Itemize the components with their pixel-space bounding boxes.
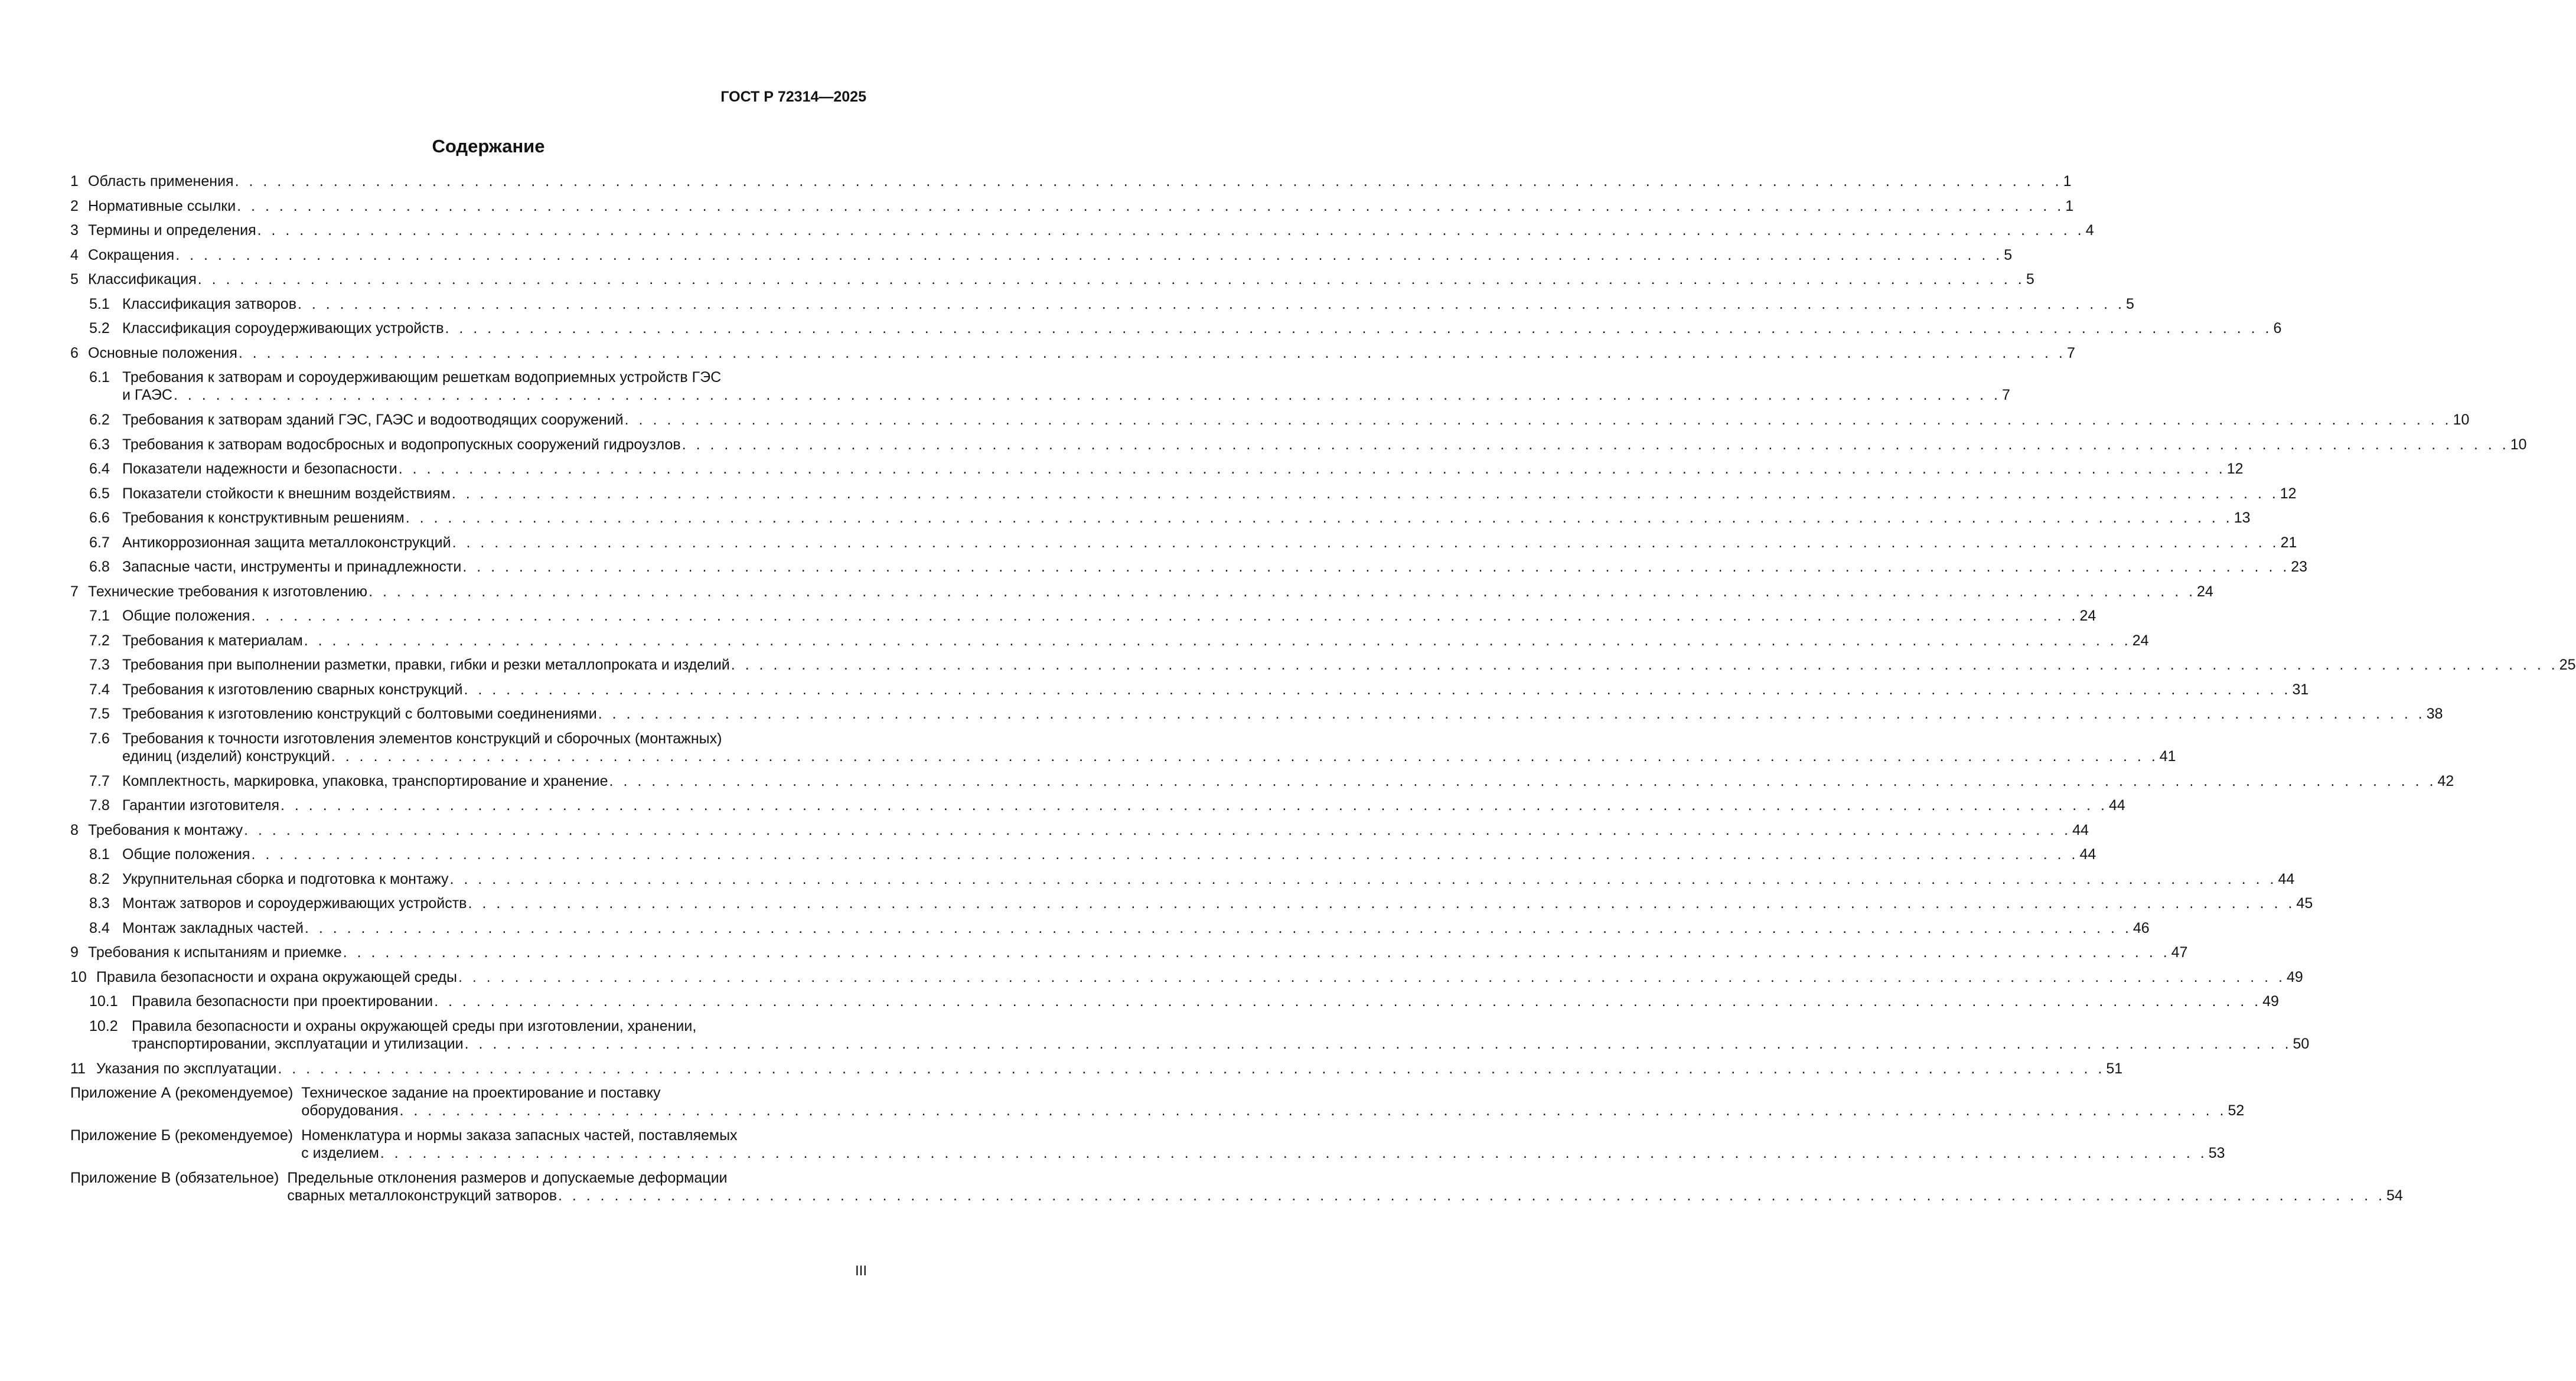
toc-entry-number: 7.8 [89,797,110,814]
toc-entry[interactable] [70,344,2075,362]
toc-entry[interactable] [70,583,2213,600]
toc-entry-page: 7 [2002,387,2010,403]
toc-entry-title: Сокращения [88,246,175,263]
dot-leader: . . . . . . . . . . . . . . . . . . . . . . . . . . . . . . . . . . . . . . . . . . . . . . . . . . . . . . . . . . . . . . . . . . . . . . . . . . . . . . . . . . . . . . . . . . . . . . . . . . . . . . . . . . . . . . . . . . . . . . . . . . . . . . . . . . [197,271,2025,288]
toc-entry-title: сварных металлоконструкций затворов [287,1187,557,1204]
toc-entry-title: Требования к конструктивным решениям [122,510,405,526]
toc-entry-title: Требования к изготовлению сварных конструкций [122,681,463,698]
toc-entry[interactable] [70,368,2010,404]
dot-leader: . . . . . . . . . . . . . . . . . . . . . . . . . . . . . . . . . . . . . . . . . . . . . . . . . . . . . . . . . . . . . . . . . . . . . . . . . . . . . . . . . . . . . . . . . . . . . . . . . . . . . . . . . . . . . . . . . . . . . . . . . . . . . . . . . . [445,320,2272,337]
toc-entry-number: Приложение Б (рекомендуемое) [70,1127,294,1144]
toc-entry-title: Гарантии изготовителя [122,797,280,814]
toc-entry-title: Основные положения [88,344,237,361]
dot-leader: . . . . . . . . . . . . . . . . . . . . . . . . . . . . . . . . . . . . . . . . . . . . . . . . . . . . . . . . . . . . . . . . . . . . . . . . . . . . . . . . . . . . . . . . . . . . . . . . . . . . . . . . . . . . . . . . . . . . . . . . . . . . . . . . . . [175,246,2003,263]
page-number: III [855,1263,867,1279]
toc-entry-page: 1 [2065,197,2074,214]
toc-entry-number: 10.2 [89,1017,118,1034]
toc-entry-number: Приложение А (рекомендуемое) [70,1085,294,1101]
dot-leader: . . . . . . . . . . . . . . . . . . . . . . . . . . . . . . . . . . . . . . . . . . . . . . . . . . . . . . . . . . . . . . . . . . . . . . . . . . . . . . . . . . . . . . . . . . . . . . . . . . . . . . . . . . . . . . . . . . . . . . . . . . . . . . . . . . [331,747,2158,765]
dot-leader: . . . . . . . . . . . . . . . . . . . . . . . . . . . . . . . . . . . . . . . . . . . . . . . . . . . . . . . . . . . . . . . . . . . . . . . . . . . . . . . . . . . . . . . . . . . . . . . . . . . . . . . . . . . . . . . . . . . . . . . . . . . . . . . . . . [173,387,2001,403]
toc-entry[interactable] [70,870,2295,888]
dot-leader: . . . . . . . . . . . . . . . . . . . . . . . . . . . . . . . . . . . . . . . . . . . . . . . . . . . . . . . . . . . . . . . . . . . . . . . . . . . . . . . . . . . . . . . . . . . . . . . . . . . . . . . . . . . . . . . . . . . . . . . . . . . . . . . . . . [731,657,2558,673]
toc-entry-title: Правила безопасности и охрана окружающей среды [96,968,457,985]
toc-entry-page: 13 [2233,510,2251,526]
dot-leader: . . . . . . . . . . . . . . . . . . . . . . . . . . . . . . . . . . . . . . . . . . . . . . . . . . . . . . . . . . . . . . . . . . . . . . . . . . . . . . . . . . . . . . . . . . . . . . . . . . . . . . . . . . . . . . . . . . . . . . . . . . . . . . . . . . [468,895,2295,912]
dot-leader: . . . . . . . . . . . . . . . . . . . . . . . . . . . . . . . . . . . . . . . . . . . . . . . . . . . . . . . . . . . . . . . . . . . . . . . . . . . . . . . . . . . . . . . . . . . . . . . . . . . . . . . . . . . . . . . . . . . . . . . . . . . . . . . . . . [452,534,2280,551]
dot-leader: . . . . . . . . . . . . . . . . . . . . . . . . . . . . . . . . . . . . . . . . . . . . . . . . . . . . . . . . . . . . . . . . . . . . . . . . . . . . . . . . . . . . . . . . . . . . . . . . . . . . . . . . . . . . . . . . . . . . . . . . . . . . . . . . . . [434,993,2262,1010]
table-of-contents [70,172,2576,1212]
toc-entry-page: 5 [2026,271,2034,288]
toc-entry-page: 44 [2079,846,2096,863]
toc-entry-page: 25 [2559,657,2576,673]
toc-entry[interactable] [70,197,2074,215]
toc-entry-page: 1 [2063,173,2072,190]
toc-entry-title: единиц (изделий) конструкций [122,747,330,765]
dot-leader: . . . . . . . . . . . . . . . . . . . . . . . . . . . . . . . . . . . . . . . . . . . . . . . . . . . . . . . . . . . . . . . . . . . . . . . . . . . . . . . . . . . . . . . . . . . . . . . . . . . . . . . . . . . . . . . . . . . . . . . . . . . . . . . . . . [369,583,2196,600]
toc-entry-page: 45 [2296,895,2313,912]
toc-entry-number: 7.5 [89,706,110,722]
dot-leader: . . . . . . . . . . . . . . . . . . . . . . . . . . . . . . . . . . . . . . . . . . . . . . . . . . . . . . . . . . . . . . . . . . . . . . . . . . . . . . . . . . . . . . . . . . . . . . . . . . . . . . . . . . . . . . . . . . . . . . . . . . . . . . . . . . [244,821,2072,838]
toc-entry[interactable] [70,894,2313,912]
toc-entry[interactable] [70,656,2576,674]
toc-entry-number: 7.2 [89,632,110,649]
dot-leader: . . . . . . . . . . . . . . . . . . . . . . . . . . . . . . . . . . . . . . . . . . . . . . . . . . . . . . . . . . . . . . . . . . . . . . . . . . . . . . . . . . . . . . . . . . . . . . . . . . . . . . . . . . . . . . . . . . . . . . . . . . . . . . . . . . [458,968,2285,985]
toc-entry[interactable] [70,509,2251,527]
toc-entry-number: 7 [70,583,79,600]
toc-entry-page: 46 [2132,919,2150,936]
dot-leader: . . . . . . . . . . . . . . . . . . . . . . . . . . . . . . . . . . . . . . . . . . . . . . . . . . . . . . . . . . . . . . . . . . . . . . . . . . . . . . . . . . . . . . . . . . . . . . . . . . . . . . . . . . . . . . . . . . . . . . . . . . . . . . . . . . [598,706,2425,722]
toc-entry-number: 8.2 [89,870,110,887]
toc-entry-number: 6.4 [89,461,110,477]
toc-entry-title: оборудования [301,1102,399,1119]
toc-entry[interactable] [70,485,2297,502]
toc-entry-title: Требования к испытаниям и приемке [88,944,342,961]
toc-entry-title: Комплектность, маркировка, упаковка, транспортирование и хранение [122,772,608,789]
toc-entry-number: 5.1 [89,295,110,312]
toc-entry-number: 3 [70,222,79,239]
toc-entry-page: 10 [2453,412,2470,428]
toc-entry-title-line: Предельные отклонения размеров и допускаемые деформации [287,1170,728,1186]
toc-entry[interactable] [70,705,2443,723]
toc-entry-title: Требования к материалам [122,632,303,649]
toc-entry[interactable] [70,411,2470,429]
toc-entry[interactable] [70,319,2282,337]
dot-leader: . . . . . . . . . . . . . . . . . . . . . . . . . . . . . . . . . . . . . . . . . . . . . . . . . . . . . . . . . . . . . . . . . . . . . . . . . . . . . . . . . . . . . . . . . . . . . . . . . . . . . . . . . . . . . . . . . . . . . . . . . . . . . . . . . . [251,846,2079,863]
toc-entry[interactable] [70,968,2303,986]
toc-entry-title: Указания по эксплуатации [96,1060,277,1077]
toc-entry-title: Общие положения [122,608,250,624]
toc-entry-number: 7.1 [89,608,110,624]
toc-entry-title: Требования к затворам зданий ГЭС, ГАЭС и водоотводящих сооружений [122,412,624,428]
toc-entry-number: Приложение В (обязательное) [70,1170,279,1186]
dot-leader: . . . . . . . . . . . . . . . . . . . . . . . . . . . . . . . . . . . . . . . . . . . . . . . . . . . . . . . . . . . . . . . . . . . . . . . . . . . . . . . . . . . . . . . . . . . . . . . . . . . . . . . . . . . . . . . . . . . . . . . . . . . . . . . . . . [278,1060,2105,1077]
toc-entry-number: 7.6 [89,730,110,747]
dot-leader: . . . . . . . . . . . . . . . . . . . . . . . . . . . . . . . . . . . . . . . . . . . . . . . . . . . . . . . . . . . . . . . . . . . . . . . . . . . . . . . . . . . . . . . . . . . . . . . . . . . . . . . . . . . . . . . . . . . . . . . . . . . . . . . . . . [464,681,2291,698]
document-header: ГОСТ Р 72314—2025 [720,89,866,105]
toc-entry-page: 42 [2437,772,2454,789]
page-title: Содержание [432,136,545,156]
toc-entry-number: 1 [70,173,79,190]
dot-leader: . . . . . . . . . . . . . . . . . . . . . . . . . . . . . . . . . . . . . . . . . . . . . . . . . . . . . . . . . . . . . . . . . . . . . . . . . . . . . . . . . . . . . . . . . . . . . . . . . . . . . . . . . . . . . . . . . . . . . . . . . . . . . . . . . . [251,608,2079,624]
toc-entry-number: 6.2 [89,412,110,428]
toc-entry-number: 9 [70,944,79,961]
toc-entry-page: 41 [2159,747,2176,765]
toc-entry[interactable] [70,1060,2123,1078]
toc-entry-title: Требования к затворам водосбросных и водопропускных сооружений гидроузлов [122,436,681,453]
toc-entry-title-line: Номенклатура и нормы заказа запасных частей, поставляемых [301,1127,738,1144]
toc-entry-page: 21 [2280,534,2297,551]
dot-leader: . . . . . . . . . . . . . . . . . . . . . . . . . . . . . . . . . . . . . . . . . . . . . . . . . . . . . . . . . . . . . . . . . . . . . . . . . . . . . . . . . . . . . . . . . . . . . . . . . . . . . . . . . . . . . . . . . . . . . . . . . . . . . . . . . . [682,436,2509,453]
toc-entry-number: 10.1 [89,993,118,1010]
toc-entry-page: 12 [2226,461,2244,477]
dot-leader: . . . . . . . . . . . . . . . . . . . . . . . . . . . . . . . . . . . . . . . . . . . . . . . . . . . . . . . . . . . . . . . . . . . . . . . . . . . . . . . . . . . . . . . . . . . . . . . . . . . . . . . . . . . . . . . . . . . . . . . . . . . . . . . . . . [405,510,2233,526]
toc-entry-title: Антикоррозионная защита металлоконструкций [122,534,451,551]
toc-entry-title: транспортировании, эксплуатации и утилизации [132,1035,464,1052]
toc-entry-page: 44 [2072,821,2089,838]
toc-entry-number: 5.2 [89,320,110,337]
toc-entry-number: 8.1 [89,846,110,863]
toc-entry-title: Показатели стойкости к внешним воздействиям [122,485,451,502]
dot-leader: . . . . . . . . . . . . . . . . . . . . . . . . . . . . . . . . . . . . . . . . . . . . . . . . . . . . . . . . . . . . . . . . . . . . . . . . . . . . . . . . . . . . . . . . . . . . . . . . . . . . . . . . . . . . . . . . . . . . . . . . . . . . . . . . . . [557,1187,2385,1204]
toc-entry[interactable] [70,796,2125,814]
toc-entry-number: 5 [70,271,79,288]
toc-entry-number: 8.4 [89,919,110,936]
toc-entry[interactable] [70,919,2150,937]
toc-entry[interactable] [70,172,2072,190]
toc-entry-number: 4 [70,246,79,263]
toc-entry-page: 38 [2426,706,2443,722]
toc-entry-title: Требования при выполнении разметки, правки, гибки и резки металлопроката и изделий [122,657,730,673]
toc-entry-page: 44 [2108,797,2125,814]
toc-entry[interactable] [70,436,2527,453]
dot-leader: . . . . . . . . . . . . . . . . . . . . . . . . . . . . . . . . . . . . . . . . . . . . . . . . . . . . . . . . . . . . . . . . . . . . . . . . . . . . . . . . . . . . . . . . . . . . . . . . . . . . . . . . . . . . . . . . . . . . . . . . . . . . . . . . . . [398,461,2226,477]
dot-leader: . . . . . . . . . . . . . . . . . . . . . . . . . . . . . . . . . . . . . . . . . . . . . . . . . . . . . . . . . . . . . . . . . . . . . . . . . . . . . . . . . . . . . . . . . . . . . . . . . . . . . . . . . . . . . . . . . . . . . . . . . . . . . . . . . . [234,173,2062,190]
toc-entry-title: Технические требования к изготовлению [88,583,368,600]
toc-entry-page: 44 [2278,870,2295,887]
toc-entry-title: Классификация сороудерживающих устройств [122,320,444,337]
toc-entry-page: 47 [2171,944,2188,961]
toc-entry-page: 24 [2197,583,2213,600]
toc-entry-number: 6.1 [89,369,110,386]
dot-leader: . . . . . . . . . . . . . . . . . . . . . . . . . . . . . . . . . . . . . . . . . . . . . . . . . . . . . . . . . . . . . . . . . . . . . . . . . . . . . . . . . . . . . . . . . . . . . . . . . . . . . . . . . . . . . . . . . . . . . . . . . . . . . . . . . . [464,1035,2292,1052]
dot-leader: . . . . . . . . . . . . . . . . . . . . . . . . . . . . . . . . . . . . . . . . . . . . . . . . . . . . . . . . . . . . . . . . . . . . . . . . . . . . . . . . . . . . . . . . . . . . . . . . . . . . . . . . . . . . . . . . . . . . . . . . . . . . . . . . . . [237,197,2065,214]
toc-entry[interactable] [70,558,2308,576]
toc-entry-number: 6 [70,344,79,361]
toc-entry-title-line: Техническое задание на проектирование и поставку [301,1085,661,1101]
toc-entry-page: 5 [2126,295,2134,312]
toc-entry-title: Показатели надежности и безопасности [122,461,397,477]
toc-entry[interactable] [70,607,2096,625]
toc-entry-title: Требования к монтажу [88,821,243,838]
toc-entry[interactable] [70,270,2034,288]
toc-entry-title: и ГАЭС [122,387,172,403]
toc-entry-page: 50 [2293,1035,2310,1052]
toc-entry[interactable] [70,632,2149,649]
toc-entry-title-line: Требования к точности изготовления элементов конструкций и сборочных (монтажных) [122,730,722,747]
toc-entry-page: 49 [2286,968,2303,985]
toc-entry-title: Нормативные ссылки [88,197,236,214]
dot-leader: . . . . . . . . . . . . . . . . . . . . . . . . . . . . . . . . . . . . . . . . . . . . . . . . . . . . . . . . . . . . . . . . . . . . . . . . . . . . . . . . . . . . . . . . . . . . . . . . . . . . . . . . . . . . . . . . . . . . . . . . . . . . . . . . . . [304,632,2131,649]
toc-entry-page: 24 [2132,632,2149,649]
toc-entry-number: 2 [70,197,79,214]
toc-entry-title: Монтаж закладных частей [122,919,304,936]
toc-entry-page: 53 [2208,1145,2225,1161]
toc-entry-number: 6.3 [89,436,110,453]
toc-entry-number: 6.5 [89,485,110,502]
toc-entry[interactable] [70,460,2244,478]
toc-entry[interactable] [70,730,2176,765]
dot-leader: . . . . . . . . . . . . . . . . . . . . . . . . . . . . . . . . . . . . . . . . . . . . . . . . . . . . . . . . . . . . . . . . . . . . . . . . . . . . . . . . . . . . . . . . . . . . . . . . . . . . . . . . . . . . . . . . . . . . . . . . . . . . . . . . . . [462,559,2290,575]
toc-entry-page: 52 [2228,1102,2245,1119]
toc-entry-number: 6.6 [89,510,110,526]
toc-entry-number: 10 [70,968,87,985]
dot-leader: . . . . . . . . . . . . . . . . . . . . . . . . . . . . . . . . . . . . . . . . . . . . . . . . . . . . . . . . . . . . . . . . . . . . . . . . . . . . . . . . . . . . . . . . . . . . . . . . . . . . . . . . . . . . . . . . . . . . . . . . . . . . . . . . . . [399,1102,2227,1119]
toc-entry[interactable] [70,534,2297,551]
toc-entry-title: Требования к изготовлению конструкций с болтовыми соединениями [122,706,597,722]
toc-entry-page: 6 [2273,320,2282,337]
toc-entry-number: 8.3 [89,895,110,912]
dot-leader: . . . . . . . . . . . . . . . . . . . . . . . . . . . . . . . . . . . . . . . . . . . . . . . . . . . . . . . . . . . . . . . . . . . . . . . . . . . . . . . . . . . . . . . . . . . . . . . . . . . . . . . . . . . . . . . . . . . . . . . . . . . . . . . . . . [380,1145,2207,1161]
dot-leader: . . . . . . . . . . . . . . . . . . . . . . . . . . . . . . . . . . . . . . . . . . . . . . . . . . . . . . . . . . . . . . . . . . . . . . . . . . . . . . . . . . . . . . . . . . . . . . . . . . . . . . . . . . . . . . . . . . . . . . . . . . . . . . . . . . [238,344,2066,361]
toc-entry-number: 6.8 [89,559,110,575]
dot-leader: . . . . . . . . . . . . . . . . . . . . . . . . . . . . . . . . . . . . . . . . . . . . . . . . . . . . . . . . . . . . . . . . . . . . . . . . . . . . . . . . . . . . . . . . . . . . . . . . . . . . . . . . . . . . . . . . . . . . . . . . . . . . . . . . . . [304,919,2132,936]
toc-entry-page: 10 [2510,436,2527,453]
toc-entry-page: 24 [2079,608,2096,624]
dot-leader: . . . . . . . . . . . . . . . . . . . . . . . . . . . . . . . . . . . . . . . . . . . . . . . . . . . . . . . . . . . . . . . . . . . . . . . . . . . . . . . . . . . . . . . . . . . . . . . . . . . . . . . . . . . . . . . . . . . . . . . . . . . . . . . . . . [609,772,2437,789]
toc-entry-page: 31 [2292,681,2309,698]
toc-entry-page: 5 [2004,246,2013,263]
toc-entry[interactable] [70,681,2309,698]
toc-entry-title-line: Требования к затворам и сороудерживающим решеткам водоприемных устройств ГЭС [122,369,722,386]
toc-entry-page: 23 [2291,559,2308,575]
dot-leader: . . . . . . . . . . . . . . . . . . . . . . . . . . . . . . . . . . . . . . . . . . . . . . . . . . . . . . . . . . . . . . . . . . . . . . . . . . . . . . . . . . . . . . . . . . . . . . . . . . . . . . . . . . . . . . . . . . . . . . . . . . . . . . . . . . [257,222,2085,239]
toc-entry-title: Классификация [88,271,197,288]
toc-entry-page: 54 [2386,1187,2403,1204]
toc-entry-title: Укрупнительная сборка и подготовка к монтажу [122,870,449,887]
toc-entry-title: Область применения [88,173,234,190]
toc-entry-page: 12 [2280,485,2297,502]
toc-entry[interactable] [70,943,2188,961]
toc-entry[interactable] [70,1169,2403,1204]
toc-entry-number: 7.7 [89,772,110,789]
toc-entry-page: 4 [2085,222,2094,239]
toc-entry[interactable] [70,772,2454,790]
toc-entry[interactable] [70,295,2134,313]
dot-leader: . . . . . . . . . . . . . . . . . . . . . . . . . . . . . . . . . . . . . . . . . . . . . . . . . . . . . . . . . . . . . . . . . . . . . . . . . . . . . . . . . . . . . . . . . . . . . . . . . . . . . . . . . . . . . . . . . . . . . . . . . . . . . . . . . . [451,485,2279,502]
toc-entry-title: Термины и определения [88,222,256,239]
toc-entry[interactable] [70,821,2089,839]
dot-leader: . . . . . . . . . . . . . . . . . . . . . . . . . . . . . . . . . . . . . . . . . . . . . . . . . . . . . . . . . . . . . . . . . . . . . . . . . . . . . . . . . . . . . . . . . . . . . . . . . . . . . . . . . . . . . . . . . . . . . . . . . . . . . . . . . . [449,870,2277,887]
toc-entry-page: 7 [2066,344,2075,361]
toc-entry-title: Общие положения [122,846,250,863]
dot-leader: . . . . . . . . . . . . . . . . . . . . . . . . . . . . . . . . . . . . . . . . . . . . . . . . . . . . . . . . . . . . . . . . . . . . . . . . . . . . . . . . . . . . . . . . . . . . . . . . . . . . . . . . . . . . . . . . . . . . . . . . . . . . . . . . . . [297,295,2125,312]
dot-leader: . . . . . . . . . . . . . . . . . . . . . . . . . . . . . . . . . . . . . . . . . . . . . . . . . . . . . . . . . . . . . . . . . . . . . . . . . . . . . . . . . . . . . . . . . . . . . . . . . . . . . . . . . . . . . . . . . . . . . . . . . . . . . . . . . . [343,944,2170,961]
toc-entry-title: Запасные части, инструменты и принадлежности [122,559,462,575]
toc-entry-title: Классификация затворов [122,295,296,312]
toc-entry-number: 11 [70,1060,86,1077]
toc-entry-title: Монтаж затворов и сороудерживающих устройств [122,895,467,912]
dot-leader: . . . . . . . . . . . . . . . . . . . . . . . . . . . . . . . . . . . . . . . . . . . . . . . . . . . . . . . . . . . . . . . . . . . . . . . . . . . . . . . . . . . . . . . . . . . . . . . . . . . . . . . . . . . . . . . . . . . . . . . . . . . . . . . . . . [281,797,2108,814]
toc-entry-number: 6.7 [89,534,110,551]
toc-entry-page: 51 [2106,1060,2123,1077]
toc-entry-number: 7.3 [89,657,110,673]
toc-entry-title-line: Правила безопасности и охраны окружающей среды при изготовлении, хранении, [132,1017,697,1034]
toc-entry[interactable] [70,1017,2310,1053]
toc-entry-title: с изделием [301,1145,379,1161]
toc-entry[interactable] [70,246,2013,264]
toc-entry[interactable] [70,845,2096,863]
dot-leader: . . . . . . . . . . . . . . . . . . . . . . . . . . . . . . . . . . . . . . . . . . . . . . . . . . . . . . . . . . . . . . . . . . . . . . . . . . . . . . . . . . . . . . . . . . . . . . . . . . . . . . . . . . . . . . . . . . . . . . . . . . . . . . . . . . [624,412,2452,428]
toc-entry-page: 49 [2262,993,2279,1010]
toc-entry[interactable] [70,1084,2245,1119]
toc-entry-number: 8 [70,821,79,838]
toc-entry[interactable] [70,221,2094,239]
toc-entry-number: 7.4 [89,681,110,698]
toc-entry[interactable] [70,1127,2225,1162]
toc-entry-title: Правила безопасности при проектировании [132,993,433,1010]
toc-entry[interactable] [70,993,2279,1010]
